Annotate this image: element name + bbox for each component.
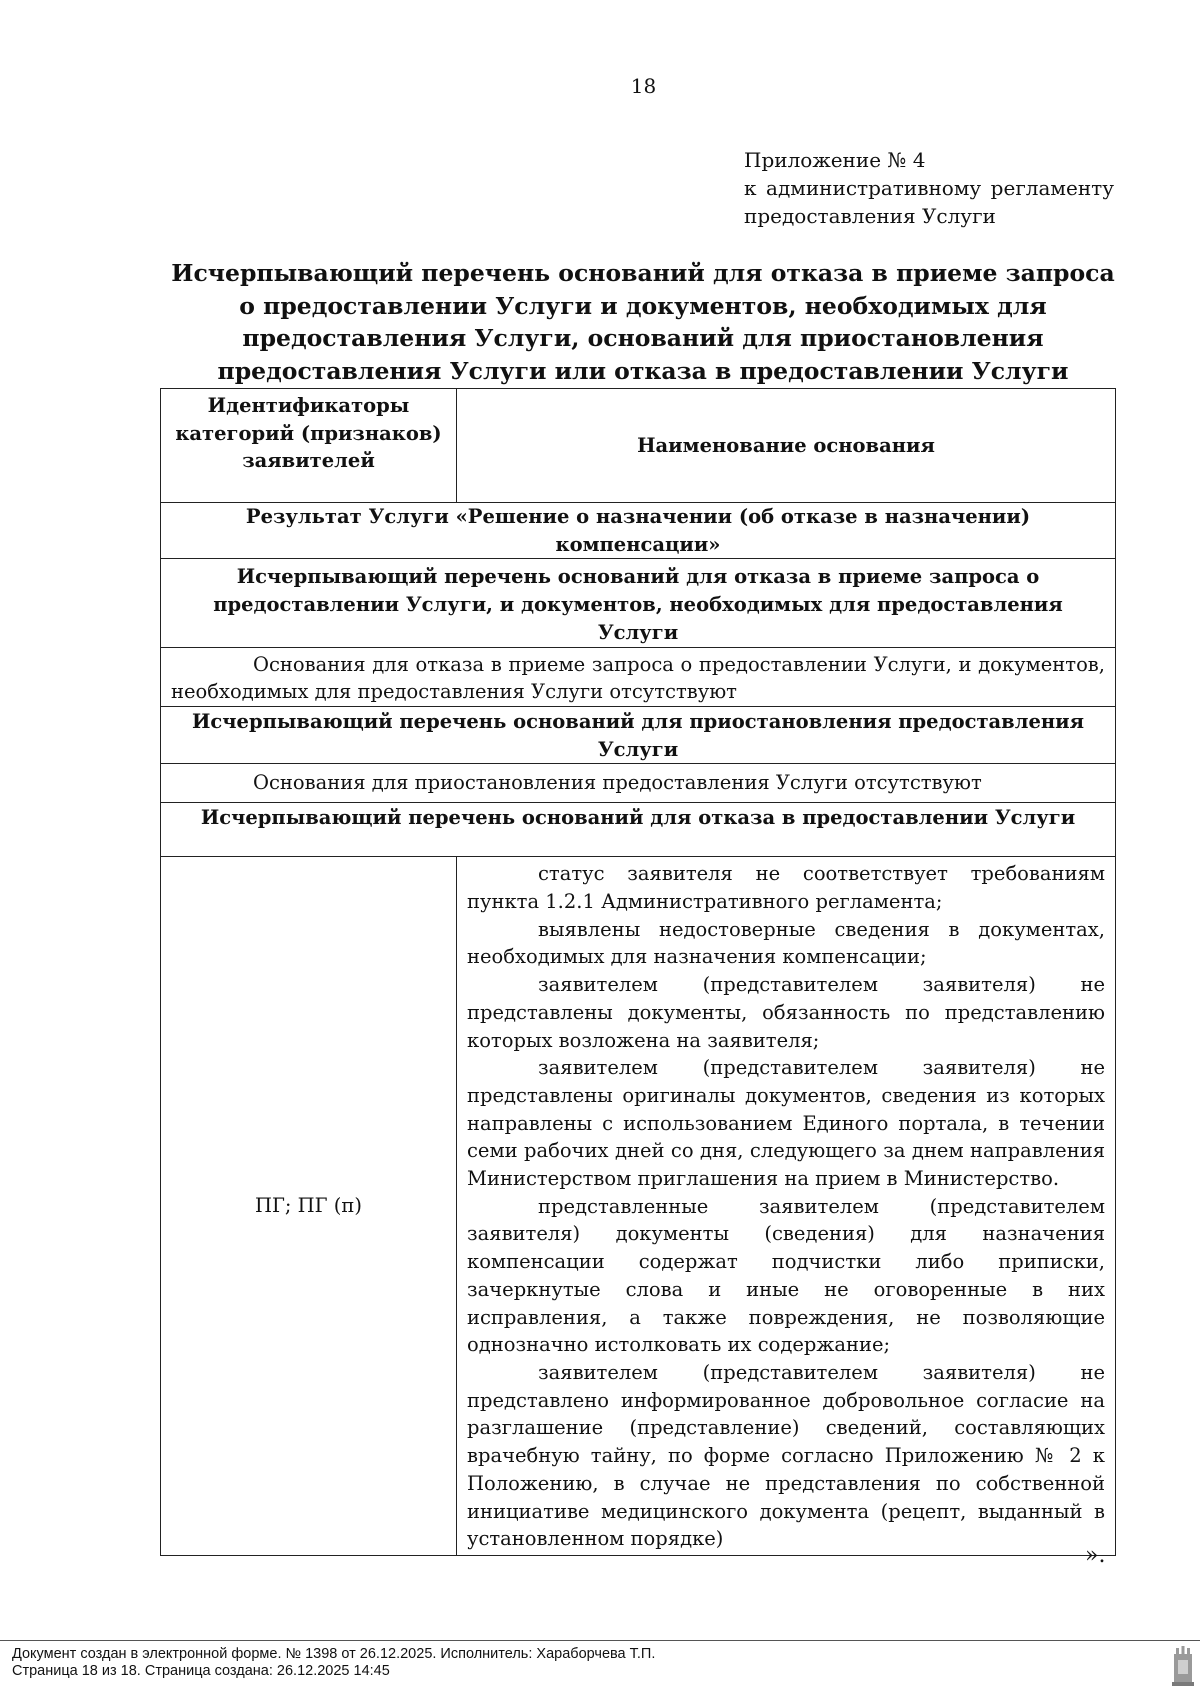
refusal-reason: представленные заявителем (представителем заявителя) документы (сведения) для назначения компенсации содержат подчистки либо приписки, зачеркнутые слова и иные не оговоренные в них исправления, а также повреждения, не позволяющие однозначно истолковать их содержание; <box>467 1194 1105 1357</box>
document-footer <box>12 1646 655 1680</box>
document-title: Исчерпывающий перечень оснований для отказа в приеме запроса о предоставлении Услуги и документов, необходимых для предоставления Услуги, оснований для приостановления предоставления Услуги или отказа в предоставлении Услуги <box>171 259 1115 385</box>
section-text-suspension: Основания для приостановления предоставления Услуги отсутствуют <box>161 764 1116 803</box>
refusal-reason: заявителем (представителем заявителя) не представлены оригиналы документов, сведения из которых направлены с использованием Единого портала, в течении семи рабочих дней со дня, следующего за днем направления Министерством приглашения на прием в Министерство. <box>467 1056 1105 1191</box>
table-row <box>161 803 1116 857</box>
footer-document-info: Документ создан в электронной форме. № 1398 от 26.12.2025. Исполнитель: Хараборчева Т.П. <box>12 1646 656 1662</box>
table-row <box>161 503 1116 559</box>
appendix-number: Приложение № 4 <box>744 148 926 172</box>
appendix-reference: к административному регламенту <box>744 176 1114 200</box>
header-applicant-categories: Идентификаторы категорий (признаков) заявителей <box>161 389 457 503</box>
table-row <box>161 857 1116 1556</box>
footer-divider <box>0 1640 1200 1641</box>
table-row <box>161 559 1116 647</box>
header-ground-name: Наименование основания <box>457 389 1116 503</box>
section-text-refusal-of-request: Основания для отказа в приеме запроса о предоставлении Услуги, и документов, необходимых для предоставления Услуги отсутствуют <box>161 647 1116 706</box>
grounds-table <box>160 388 1116 1556</box>
refusal-reason: заявителем (представителем заявителя) не представлено информированное добровольное согласие на разглашение (представление) сведений, составляющих врачебную тайну, по форме согласно Приложению № 2 к Положению, в случае не представления по собственной инициативе медицинского документа (рецепт, выданный в установленном порядке) <box>467 1360 1105 1551</box>
page-number: 18 <box>630 74 657 98</box>
footer-page-info: Страница 18 из 18. Страница создана: 26.12.2025 14:45 <box>12 1663 390 1679</box>
table-row <box>161 764 1116 803</box>
section-heading-suspension: Исчерпывающий перечень оснований для приостановления предоставления Услуги <box>161 706 1116 763</box>
refusal-reason: заявителем (представителем заявителя) не представлены документы, обязанность по представлению которых возложена на заявителя; <box>467 973 1105 1052</box>
applicant-category-ids: ПГ; ПГ (п) <box>161 857 457 1556</box>
refusal-reason: статус заявителя не соответствует требованиям пункта 1.2.1 Административного регламента; <box>467 862 1105 914</box>
appendix-header <box>744 146 1114 230</box>
closing-quote-mark: ». <box>1085 1543 1106 1568</box>
appendix-subject: предоставления Услуги <box>744 204 996 228</box>
refusal-reason: выявлены недостоверные сведения в документах, необходимых для назначения компенсации; <box>467 917 1105 969</box>
table-row <box>161 647 1116 706</box>
coat-of-arms-icon <box>1172 1646 1194 1686</box>
table-header-row <box>161 389 1116 503</box>
result-heading: Результат Услуги «Решение о назначении (об отказе в назначении) компенсации» <box>161 503 1116 559</box>
table-row <box>161 706 1116 763</box>
section-heading-refusal-of-service: Исчерпывающий перечень оснований для отказа в предоставлении Услуги <box>161 803 1116 857</box>
section-heading-refusal-of-request: Исчерпывающий перечень оснований для отказа в приеме запроса о предоставлении Услуги, и документов, необходимых для предоставления Услуги <box>161 559 1116 647</box>
refusal-reasons-list <box>457 857 1116 1556</box>
